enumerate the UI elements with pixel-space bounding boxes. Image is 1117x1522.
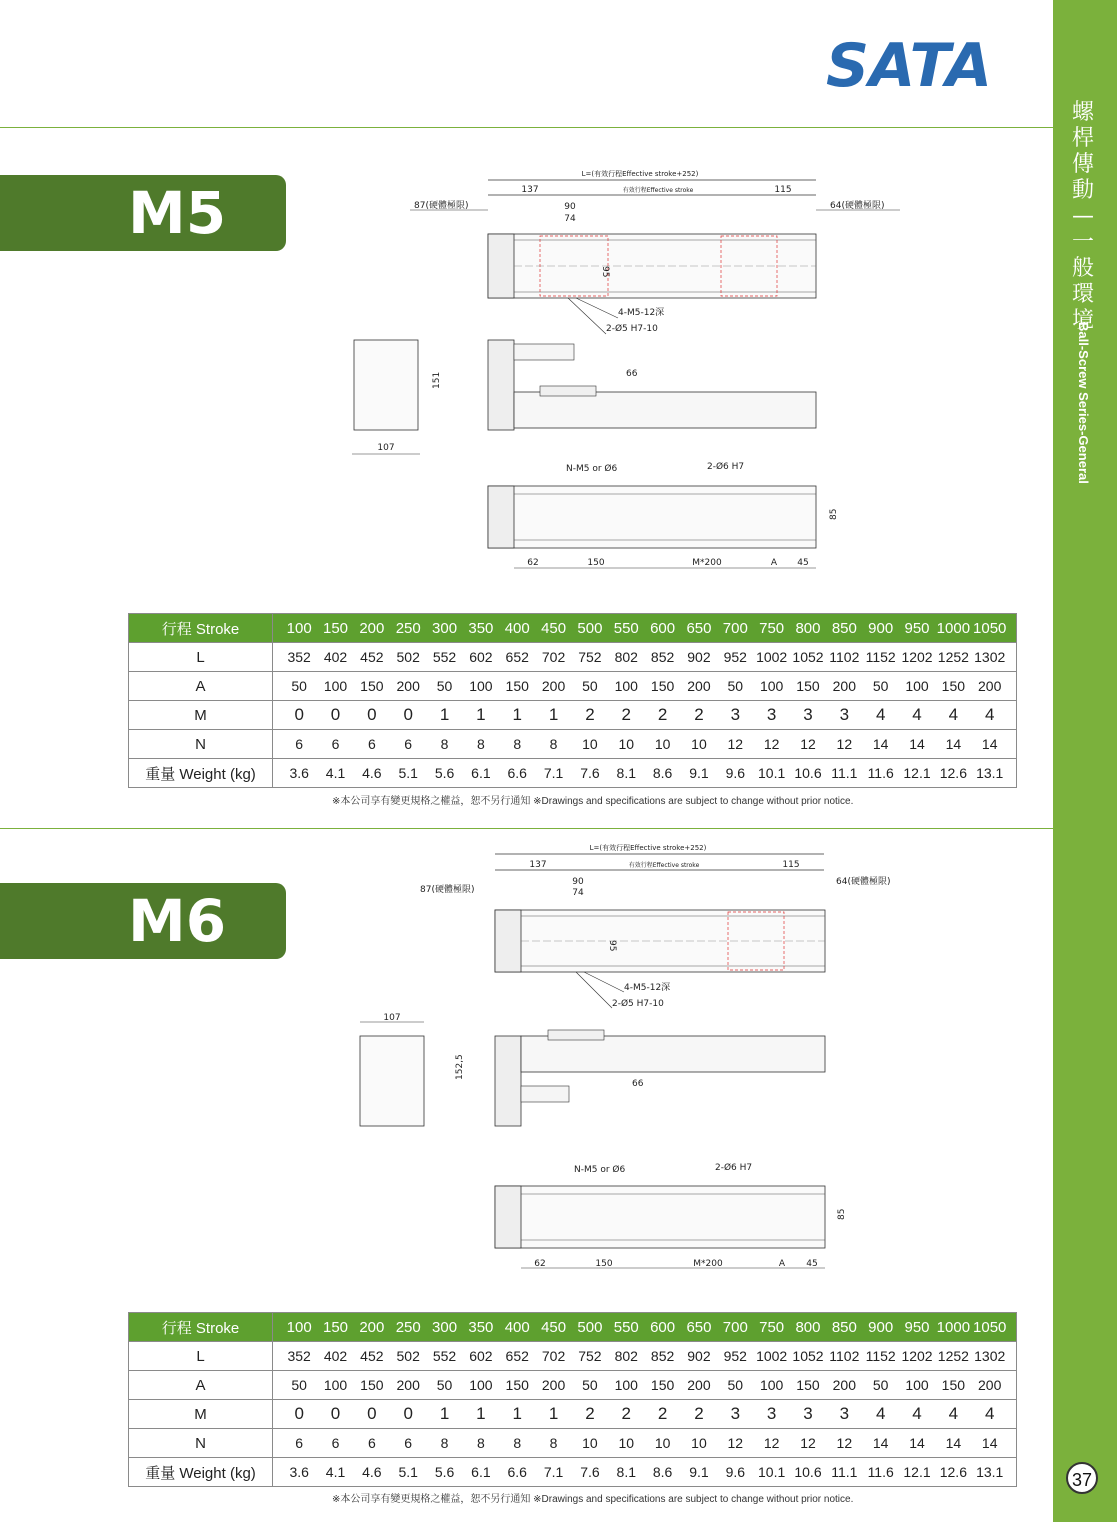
logo-text: SATA	[826, 31, 992, 101]
dim-M: M*200	[692, 558, 722, 568]
dim-62: 62	[534, 1259, 546, 1269]
dim-stroke: 有效行程Effective stroke	[628, 862, 700, 869]
table-row: 352 402 452 502 552 602 652 702 752 802 852 902 952 1002 1052 1102 1152 1202 1252 1302	[287, 1348, 1006, 1364]
dim-107: 107	[383, 1013, 401, 1023]
dim-115: 115	[774, 185, 792, 195]
dim-95: 95	[607, 940, 617, 952]
dim-M: M*200	[693, 1259, 723, 1269]
dim-A: A	[770, 558, 778, 568]
dim-137: 137	[529, 860, 547, 870]
dim-107: 107	[377, 443, 395, 453]
stroke-header-label: 行程 Stroke	[129, 1313, 273, 1342]
dim-L: L=(有效行程Effective stroke+252)	[589, 844, 707, 852]
spec-table-m5	[128, 613, 1017, 788]
row-label: A	[129, 1371, 273, 1400]
table-row: 3.6 4.1 4.6 5.1 5.6 6.1 6.6 7.1 7.6 8.1 8.6 9.1 9.6 10.1 10.6 11.1 11.6 12.1 12.6 13.1	[289, 1464, 1004, 1480]
row-label: N	[129, 1429, 273, 1458]
tap-label: 4-M5-12深	[618, 308, 665, 318]
dim-74: 74	[564, 214, 576, 224]
table-row: 352 402 452 502 552 602 652 702 752 802 852 902 952 1002 1052 1102 1152 1202 1252 1302	[287, 649, 1006, 665]
stroke-header-values: 100 150 200 250 300 350 400 450 500 550 600 650 700 750 800 850 900 950 1000 1050	[286, 619, 1007, 637]
table-row: 50 100 150 200 50 100 150 200 50 100 150 200 50 100 150 200 50 100 150 200	[291, 678, 1002, 694]
spec-note-m5: ※本公司享有變更規格之權益，恕不另行通知 ※Drawings and specifications are subject to change without prior notice.	[332, 796, 854, 807]
right-limit: 64(硬體極限)	[830, 201, 885, 211]
bottom-pin-label: 2-Ø6 H7	[707, 462, 745, 472]
sata-logo	[826, 31, 992, 101]
table-row: 0 0 0 0 1 1 1 1 2 2 2 2 3 3 3 3 4 4 4 4	[294, 705, 995, 724]
row-label: L	[129, 643, 273, 672]
dim-66: 66	[626, 369, 638, 379]
row-label: L	[129, 1342, 273, 1371]
table-row: 50 100 150 200 50 100 150 200 50 100 150 200 50 100 150 200 50 100 150 200	[291, 1377, 1002, 1393]
section-divider	[0, 828, 1053, 829]
model-label-m5: M5	[0, 175, 286, 251]
dim-151: 151	[432, 371, 442, 389]
drawing-m5	[340, 164, 885, 584]
row-label: 重量 Weight (kg)	[129, 1458, 273, 1487]
bottom-hole-label: N-M5 or Ø6	[566, 464, 618, 474]
dim-62: 62	[527, 558, 539, 568]
pin-label: 2-Ø5 H7-10	[606, 324, 658, 334]
row-label: N	[129, 730, 273, 759]
tap-label: 4-M5-12深	[624, 983, 671, 993]
row-label: M	[129, 701, 273, 730]
dim-85: 85	[829, 508, 839, 520]
dim-L: L=(有效行程Effective stroke+252)	[581, 170, 699, 178]
dim-45: 45	[806, 1259, 818, 1269]
dim-115: 115	[782, 860, 800, 870]
model-label-m6: M6	[0, 883, 286, 959]
dim-66: 66	[632, 1079, 644, 1089]
dim-45: 45	[797, 558, 809, 568]
table-row: 6 6 6 6 8 8 8 8 10 10 10 10 12 12 12 12 14 14 14 14	[295, 1435, 998, 1451]
row-label: 重量 Weight (kg)	[129, 759, 273, 788]
pin-label: 2-Ø5 H7-10	[612, 999, 664, 1009]
left-limit: 87(硬體極限)	[420, 885, 475, 895]
dim-A: A	[778, 1259, 786, 1269]
spec-table-m6	[128, 1312, 1017, 1487]
dim-151: 152,5	[455, 1054, 465, 1080]
dim-90: 90	[572, 877, 584, 887]
left-limit: 87(硬體極限)	[414, 201, 469, 211]
table-row: 0 0 0 0 1 1 1 1 2 2 2 2 3 3 3 3 4 4 4 4	[294, 1404, 995, 1423]
section-divider	[0, 127, 1053, 128]
drawing-m6	[340, 840, 891, 1280]
stroke-header-label: 行程 Stroke	[129, 614, 273, 643]
side-subtitle: Ball-Screw Series-General	[1076, 322, 1091, 484]
side-title: 螺桿傳動—一般環境	[1071, 100, 1094, 333]
dim-stroke: 有效行程Effective stroke	[622, 187, 694, 194]
bottom-pin-label: 2-Ø6 H7	[715, 1163, 753, 1173]
page-number: 37	[1066, 1462, 1098, 1494]
dim-95: 95	[600, 266, 610, 278]
row-label: A	[129, 672, 273, 701]
bottom-hole-label: N-M5 or Ø6	[574, 1165, 626, 1175]
table-row: 6 6 6 6 8 8 8 8 10 10 10 10 12 12 12 12 14 14 14 14	[295, 736, 998, 752]
dim-74: 74	[572, 888, 584, 898]
dim-150: 150	[595, 1259, 613, 1269]
right-limit: 64(硬體極限)	[836, 877, 891, 887]
stroke-header-values: 100 150 200 250 300 350 400 450 500 550 600 650 700 750 800 850 900 950 1000 1050	[286, 1318, 1007, 1336]
dim-85: 85	[837, 1208, 847, 1220]
dim-137: 137	[521, 185, 539, 195]
table-row: 3.6 4.1 4.6 5.1 5.6 6.1 6.6 7.1 7.6 8.1 8.6 9.1 9.6 10.1 10.6 11.1 11.6 12.1 12.6 13.1	[289, 765, 1004, 781]
spec-note-m6: ※本公司享有變更規格之權益，恕不另行通知 ※Drawings and specifications are subject to change without prior notice.	[332, 1494, 854, 1505]
dim-150: 150	[587, 558, 605, 568]
row-label: M	[129, 1400, 273, 1429]
dim-90: 90	[564, 202, 576, 212]
